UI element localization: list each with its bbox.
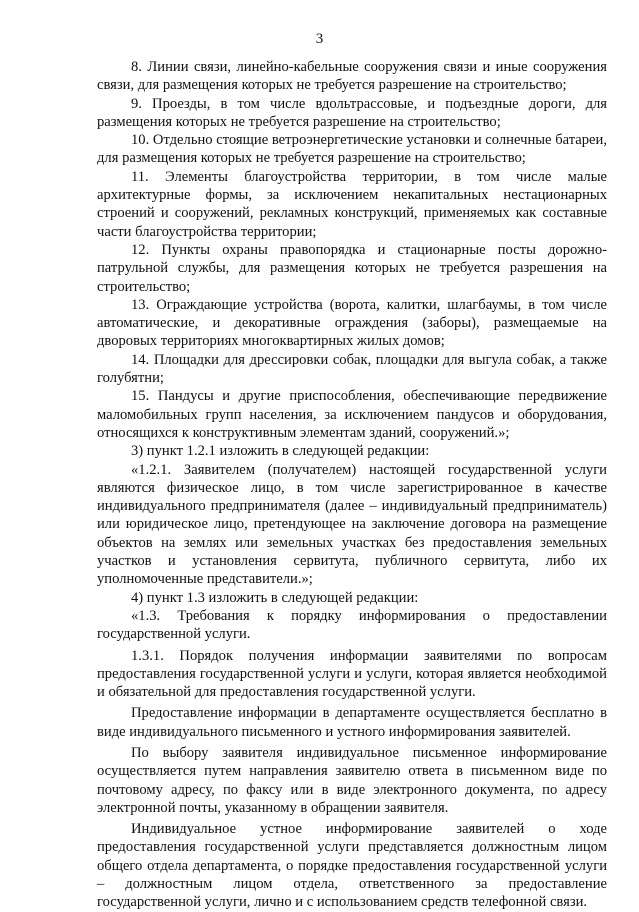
paragraph-item-12: 12. Пункты охраны правопорядка и стационарные посты дорожно-патрульной службы, для размещения которых не требуется разрешения на строительство; [97, 241, 607, 295]
paragraph-amend-4: 4) пункт 1.3 изложить в следующей редакции: [131, 589, 419, 606]
paragraph-item-9: 9. Проезды, в том числе вдольтрассовые, и подъездные дороги, для размещения которых не требуется разрешение на строительство; [97, 95, 607, 130]
paragraph-amend-3: 3) пункт 1.2.1 изложить в следующей редакции: [131, 443, 430, 460]
paragraph-item-10: 10. Отдельно стоящие ветроэнергетические установки и солнечные батареи, для размещения которых не требуется разрешение на строительство; [97, 132, 607, 167]
paragraph-item-8: 8. Линии связи, линейно-кабельные сооружения связи и иные сооружения связи, для размещения которых не требуется разрешение на строительство; [97, 59, 607, 94]
paragraph-item-14: 14. Площадки для дрессировки собак, площадки для выгула собак, а также голубятни; [97, 351, 607, 387]
paragraph-1-3: «1.3. Требования к порядку информирования о предоставлении государственной услуги. [97, 607, 607, 643]
paragraph-1-2-1: «1.2.1. Заявителем (получателем) настоящей государственной услуги являются физическое лицо, в том числе зарегистрированное в качестве индивидуального предпринимателя (далее – индивидуальный предприниматель) или юридическое лицо, претендующее на заключение договора на размещение объектов на землях или земельных участках без предоставления земельных участков и установления сервитута, публичного сервитута, либо их уполномоченные представители.»; [97, 461, 607, 588]
paragraph-info-free: Предоставление информации в департаменте осуществляется бесплатно в виде индивидуального письменного и устного информирования заявителей. [97, 705, 607, 740]
paragraph-item-11: 11. Элементы благоустройства территории, в том числе малые архитектурные формы, за исключением некапитальных нестационарных строений и сооружений, рекламных конструкций, применяемых как составные части благоустройства территории; [97, 168, 607, 240]
paragraph-oral-info: Индивидуальное устное информирование заявителей о ходе предоставления государственной услуги представляется должностным лицом общего отдела департамента, о порядке предоставления государственной услуги – должностным лицом отдела, ответственного за предоставление государственной услуги, лично и с использованием средств телефонной связи. [97, 821, 607, 911]
page-number: 3 [315, 31, 324, 47]
paragraph-written-info: По выбору заявителя индивидуальное письменное информирование осуществляется путем направления заявителю ответа в письменном виде по почтовому адресу, по факсу или в виде электронного документа, по адресу электронной почты, указанному в обращении заявителя. [97, 744, 607, 816]
document-body [97, 58, 607, 912]
paragraph-item-15: 15. Пандусы и другие приспособления, обеспечивающие передвижение маломобильных групп населения, за исключением пандусов и оборудования, относящихся к конструктивным элементам зданий, сооружений.»; [97, 388, 607, 441]
paragraph-item-13: 13. Ограждающие устройства (ворота, калитки, шлагбаумы, в том числе автоматические, и декоративные ограждения (заборы), размещаемые на дворовых территориях многоквартирных жилых домов; [97, 296, 607, 350]
paragraph-1-3-1: 1.3.1. Порядок получения информации заявителями по вопросам предоставления государственной услуги и услуги, которая является необходимой и обязательной для предоставления государственной услуги. [97, 647, 607, 701]
